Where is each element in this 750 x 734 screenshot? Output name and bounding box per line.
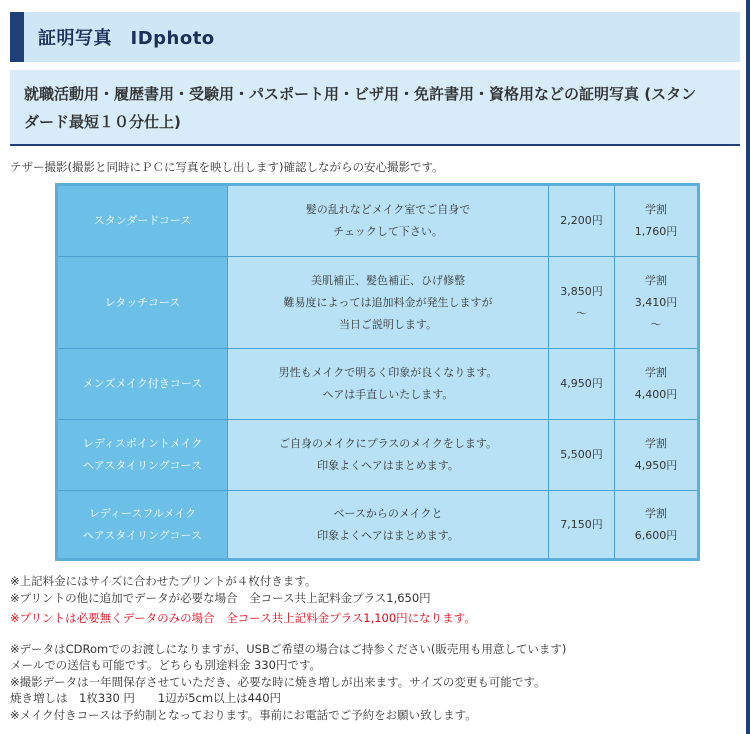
cell-text-line: 5,500円: [560, 448, 603, 461]
note-cdrom: ※データはCDRomでのお渡しになりますが、USBご希望の場合はご持参ください(販売用も用意しています): [10, 641, 567, 656]
student-price-cell: [615, 349, 699, 420]
cell-text-line: 学割: [645, 366, 667, 379]
cell-text-line: 6,600円: [634, 528, 678, 542]
note-reservation: ※メイク付きコースは予約制となっております。事前にお電話でご予約をお願い致します。: [10, 707, 477, 722]
cell-text-line: 4,950円: [560, 377, 603, 390]
course-name-cell: [57, 491, 228, 560]
course-description-cell: [228, 257, 549, 349]
cell-text-line: レディスポイントメイク: [82, 437, 203, 450]
note-prints-included: ※上記料金にはサイズに合わせたプリントが４枚付きます。: [10, 574, 317, 588]
notes: [10, 573, 740, 723]
cell-text-line: 2,200円: [560, 214, 603, 227]
student-price-cell: [615, 491, 699, 560]
cell-text-line: スタンダードコース: [93, 214, 192, 227]
table-row: [57, 185, 699, 257]
course-description-cell: [228, 420, 549, 491]
cell-text-line: 学割: [645, 273, 667, 287]
cell-text-line: ヘアスタイリングコース: [82, 528, 203, 542]
cell-text-line: 印象よくヘアはまとめます。: [317, 528, 459, 542]
cell-text-line: 4,400円: [634, 388, 678, 401]
intro-text: テザー撮影(撮影と同時にＰＣに写真を映し出します)確認しながらの安心撮影です。: [10, 160, 444, 174]
table-row: [57, 420, 699, 491]
course-description-cell: [228, 349, 549, 420]
course-description-cell: [228, 185, 549, 257]
course-name-cell: [57, 349, 228, 420]
course-price-cell: [549, 185, 615, 257]
student-price-cell: [615, 420, 699, 491]
note-data-only-warning: ※プリントは必要無くデータのみの場合 全コース共上記料金プラス1,100円になります。: [10, 611, 476, 625]
cell-text-line: ベースからのメイクと: [333, 506, 443, 520]
course-name-cell: [57, 420, 228, 491]
student-price-cell: [615, 185, 699, 257]
cell-text-line: 7,150円: [560, 517, 603, 531]
cell-text-line: 当日ご説明します。: [338, 317, 438, 331]
subtitle-box: [10, 70, 740, 146]
cell-text-line: メンズメイク付きコース: [82, 377, 203, 390]
cell-text-line: レディースフルメイク: [88, 506, 197, 520]
cell-text-line: 学割: [645, 506, 667, 520]
cell-text-line: 3,850円: [560, 284, 603, 298]
cell-text-line: 難易度によっては追加料金が発生しますが: [283, 295, 493, 309]
subtitle-line-2: ダード最短１０分仕上): [24, 113, 181, 131]
cell-text-line: ヘアスタイリングコース: [82, 459, 203, 472]
note-data-storage: ※撮影データは一年間保存させていただき、必要な時に焼き増しが出来ます。サイズの変更も可能です。: [10, 674, 546, 689]
table-row: [57, 257, 699, 349]
course-price-cell: [549, 420, 615, 491]
note-email: メールでの送信も可能です。どちらも別途料金 330円です。: [10, 658, 322, 672]
course-description-cell: [228, 491, 549, 560]
course-name-cell: [57, 257, 228, 349]
table-row: [57, 491, 699, 560]
cell-text-line: 学割: [645, 203, 667, 216]
cell-text-line: 男性もメイクで明るく印象が良くなります。: [278, 366, 498, 379]
cell-text-line: チェックして下さい。: [333, 225, 443, 238]
cell-text-line: 1,760円: [634, 225, 678, 238]
course-price-cell: [549, 349, 615, 420]
price-table: [55, 183, 700, 561]
cell-text-line: 学割: [645, 437, 667, 450]
course-price-cell: [549, 257, 615, 349]
cell-text-line: 〜: [576, 306, 587, 320]
table-row: [57, 349, 699, 420]
cell-text-line: 印象よくヘアはまとめます。: [317, 459, 459, 472]
note-reprint-price: 焼き増しは 1枚330 円 1辺が5cm以上は440円: [10, 691, 282, 705]
course-name-cell: [57, 185, 228, 257]
price-table-body: [57, 185, 699, 560]
student-price-cell: [615, 257, 699, 349]
cell-text-line: 美肌補正、髪色補正、ひげ修整: [311, 273, 465, 287]
cell-text-line: レタッチコース: [104, 295, 181, 309]
page-header: [10, 12, 740, 62]
cell-text-line: 髪の乱れなどメイク室でご自身で: [305, 203, 471, 216]
cell-text-line: ご自身のメイクにプラスのメイクをします。: [279, 437, 497, 450]
note-data-extra: ※プリントの他に追加でデータが必要な場合 全コース共上記料金プラス1,650円: [10, 590, 431, 605]
course-price-cell: [549, 491, 615, 560]
cell-text-line: 4,950円: [634, 459, 678, 472]
cell-text-line: 3,410円: [634, 295, 678, 309]
page-edge-bar: [746, 0, 750, 734]
cell-text-line: ヘアは手直しいたします。: [322, 388, 454, 401]
page-title: 証明写真 IDphoto: [38, 28, 215, 49]
cell-text-line: 〜: [650, 317, 662, 331]
subtitle-line-1: 就職活動用・履歴書用・受験用・パスポート用・ビザ用・免許書用・資格用などの証明写真 (スタン: [24, 85, 697, 103]
